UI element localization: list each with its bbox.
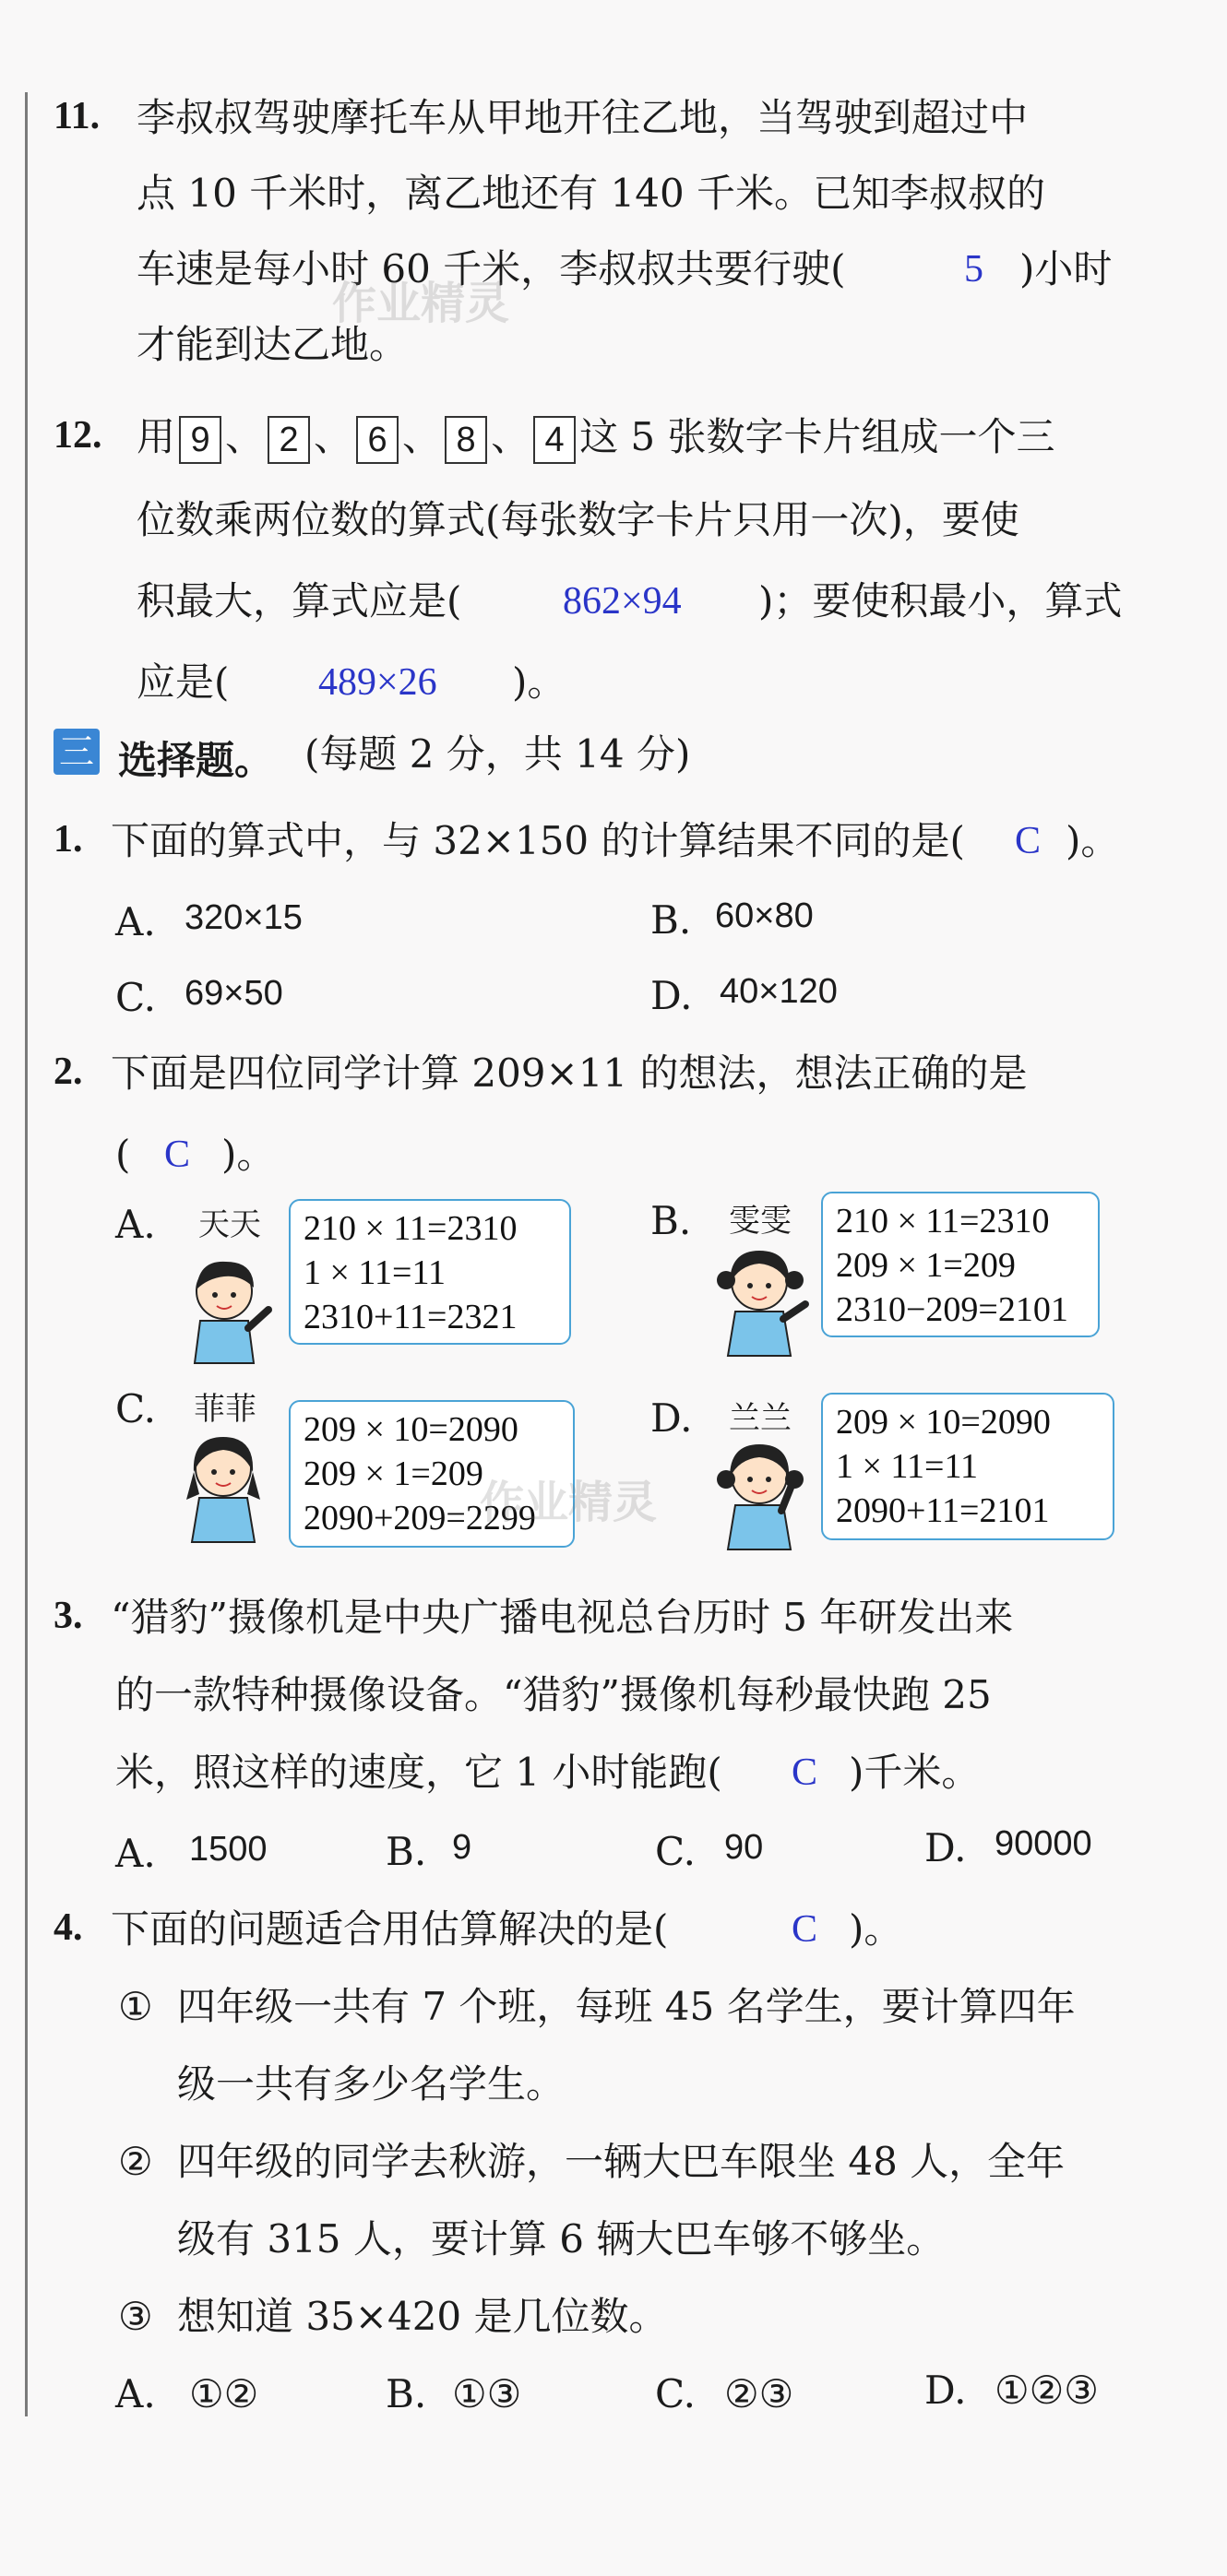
option-label[interactable]: C. xyxy=(115,975,156,1020)
question-text-line: )。 xyxy=(221,1132,276,1177)
option-text: ①② xyxy=(189,2371,259,2416)
option-text: ①②③ xyxy=(995,2368,1099,2413)
question-number: 3. xyxy=(54,1595,83,1637)
separator: 、 xyxy=(402,414,442,459)
option-text: 90000 xyxy=(995,1824,1092,1863)
item-text-line: 级有 315 人，要计算 6 辆大巴车够不够坐。 xyxy=(177,2216,946,2261)
option-text: 40×120 xyxy=(720,972,838,1011)
student-name: 天天 xyxy=(198,1206,261,1243)
digit-card: 2 xyxy=(268,416,310,464)
digit-card: 9 xyxy=(179,416,221,464)
watermark: 作业精灵 xyxy=(480,1477,658,1528)
digit-card: 6 xyxy=(356,416,399,464)
girl-figure-icon xyxy=(715,1243,816,1358)
option-label[interactable]: B. xyxy=(650,1198,692,1243)
student-name: 雯雯 xyxy=(729,1203,792,1240)
option-text: ②③ xyxy=(724,2371,794,2416)
option-text: 90 xyxy=(724,1828,764,1867)
question-text-line: 位数乘两位数的算式(每张数字卡片只用一次)，要使 xyxy=(137,497,1019,542)
question-text-line: 车速是每小时 60 千米，李叔叔共要行驶( xyxy=(137,246,846,291)
method-line: 210 × 11=2310 xyxy=(304,1209,518,1248)
question-text-line: 下面是四位同学计算 209×11 的想法，想法正确的是 xyxy=(111,1051,1028,1096)
answer-text: C xyxy=(792,1751,818,1794)
question-number: 4. xyxy=(54,1906,83,1949)
section-note: (每题 2 分，共 14 分) xyxy=(304,731,691,777)
option-label[interactable]: B. xyxy=(650,897,692,943)
method-line: 209 × 10=2090 xyxy=(304,1410,518,1449)
student-name: 菲菲 xyxy=(194,1391,256,1428)
answer-text: C xyxy=(792,1908,818,1951)
card-line xyxy=(137,411,1055,464)
question-text-line: )。 xyxy=(849,1906,903,1952)
method-line: 209 × 10=2090 xyxy=(836,1403,1051,1442)
question-text-line: 下面的算式中，与 32×150 的计算结果不同的是( xyxy=(111,818,965,863)
option-label[interactable]: C. xyxy=(655,2371,696,2416)
answer-text: 862×94 xyxy=(563,580,682,623)
option-label[interactable]: D. xyxy=(650,973,693,1018)
option-label[interactable]: B. xyxy=(386,2371,427,2416)
method-line: 2310+11=2321 xyxy=(304,1298,518,1336)
separator: 、 xyxy=(225,414,265,459)
item-text-line: 想知道 35×420 是几位数。 xyxy=(177,2294,668,2339)
option-label[interactable]: C. xyxy=(115,1386,156,1431)
separator: 、 xyxy=(314,414,353,459)
question-text-line: )千米。 xyxy=(849,1750,981,1795)
question-text-line: 点 10 千米时，离乙地还有 140 千米。已知李叔叔的 xyxy=(137,171,1046,216)
option-text: 1500 xyxy=(189,1830,268,1869)
item-mark: ① xyxy=(118,1984,153,2029)
page-margin-line xyxy=(25,92,28,2416)
answer-text: C xyxy=(164,1134,191,1176)
item-text-line: 四年级一共有 7 个班，每班 45 名学生，要计算四年 xyxy=(177,1984,1076,2029)
watermark: 作业精灵 xyxy=(332,278,510,329)
method-line: 209 × 1=209 xyxy=(304,1454,483,1493)
method-line: 2090+209=2299 xyxy=(304,1499,536,1537)
answer-text: C xyxy=(1015,820,1042,862)
digit-card: 8 xyxy=(445,416,487,464)
item-mark: ② xyxy=(118,2139,153,2184)
method-line: 209 × 1=209 xyxy=(836,1246,1016,1285)
option-label[interactable]: A. xyxy=(115,899,156,944)
method-line: 210 × 11=2310 xyxy=(836,1202,1050,1241)
student-name: 兰兰 xyxy=(729,1400,792,1437)
question-number: 11. xyxy=(54,95,101,137)
method-box xyxy=(289,1199,571,1345)
question-text-line: )；要使积最小，算式 xyxy=(758,578,1123,623)
question-text-line: 积最大，算式应是( xyxy=(137,578,462,623)
method-box xyxy=(821,1192,1100,1337)
question-number: 1. xyxy=(54,818,83,861)
girl-figure-icon xyxy=(177,1430,279,1544)
method-line: 2090+11=2101 xyxy=(836,1491,1050,1530)
question-text-line: 的一款特种摄像设备。“猎豹”摄像机每秒最快跑 25 xyxy=(115,1672,992,1717)
question-text: 这 5 张数字卡片组成一个三 xyxy=(579,414,1055,459)
question-text-line: 才能到达乙地。 xyxy=(137,322,409,367)
question-text-line: )小时 xyxy=(1019,246,1113,291)
question-text-line: )。 xyxy=(1066,818,1120,863)
option-label[interactable]: C. xyxy=(655,1829,696,1874)
girl-figure-icon xyxy=(715,1437,816,1551)
option-text: 320×15 xyxy=(185,898,303,937)
section-title: 选择题。 xyxy=(118,738,274,783)
digit-card: 4 xyxy=(533,416,576,464)
option-label[interactable]: A. xyxy=(115,2371,156,2416)
question-text-line: 下面的问题适合用估算解决的是( xyxy=(111,1906,669,1952)
method-box xyxy=(821,1393,1114,1540)
answer-text: 5 xyxy=(964,248,983,291)
option-label[interactable]: D. xyxy=(924,2368,967,2413)
option-label[interactable]: D. xyxy=(924,1825,967,1870)
item-text-line: 级一共有多少名学生。 xyxy=(177,2061,566,2107)
question-text-line: 应是( xyxy=(137,659,230,705)
section-number-icon: 三 xyxy=(54,729,100,775)
option-text: 69×50 xyxy=(185,974,283,1013)
item-mark: ③ xyxy=(118,2294,153,2339)
method-line: 1 × 11=11 xyxy=(836,1447,979,1486)
question-text-line: 米，照这样的速度，它 1 小时能跑( xyxy=(115,1750,722,1795)
method-line: 1 × 11=11 xyxy=(304,1253,447,1292)
option-label[interactable]: B. xyxy=(386,1829,427,1874)
answer-text: 489×26 xyxy=(318,661,437,704)
question-text-line: “猎豹”摄像机是中央广播电视总台历时 5 年研发出来 xyxy=(111,1595,1014,1640)
boy-figure-icon xyxy=(180,1254,281,1365)
option-label[interactable]: D. xyxy=(650,1395,693,1441)
question-text: 用 xyxy=(137,414,176,459)
option-label[interactable]: A. xyxy=(115,1202,156,1247)
item-text-line: 四年级的同学去秋游，一辆大巴车限坐 48 人，全年 xyxy=(177,2139,1066,2184)
question-text-line: 李叔叔驾驶摩托车从甲地开往乙地，当驾驶到超过中 xyxy=(137,95,1029,140)
option-text: ①③ xyxy=(452,2371,522,2416)
question-number: 2. xyxy=(54,1051,83,1093)
question-text-line: ( xyxy=(115,1132,131,1177)
question-text-line: )。 xyxy=(512,659,566,705)
option-label[interactable]: A. xyxy=(115,1831,156,1876)
method-line: 2310−209=2101 xyxy=(836,1290,1068,1329)
question-number: 12. xyxy=(54,414,102,457)
option-text: 60×80 xyxy=(715,896,814,935)
separator: 、 xyxy=(491,414,530,459)
option-text: 9 xyxy=(452,1828,472,1867)
